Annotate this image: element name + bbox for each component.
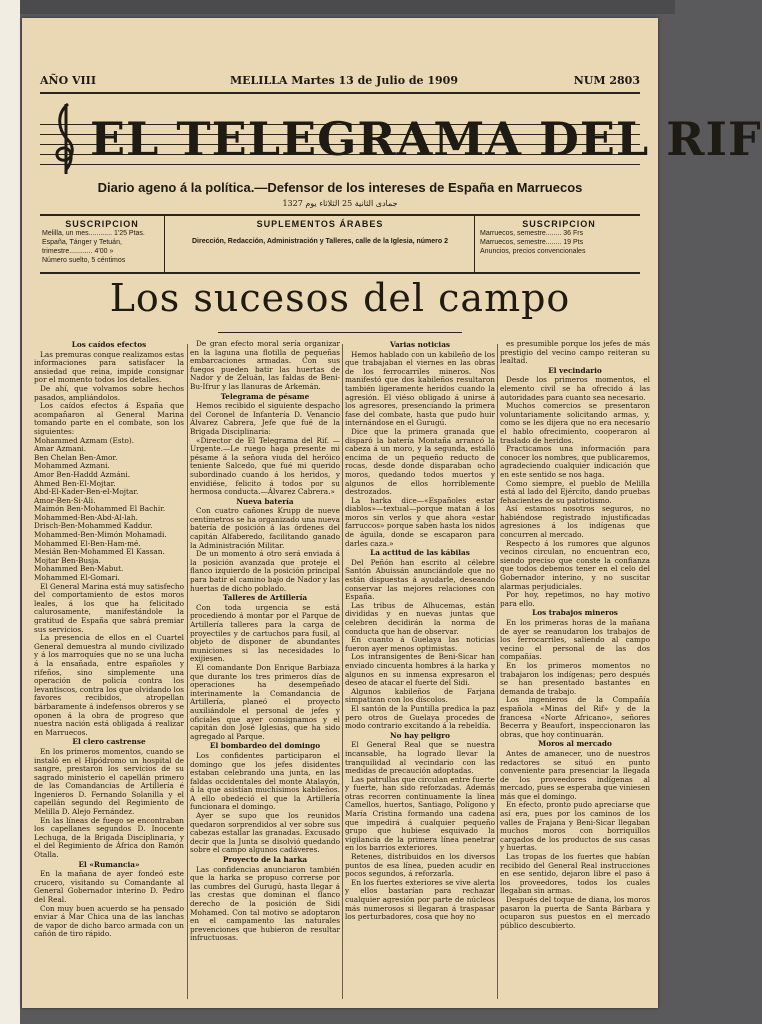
paragraph: Hemos recibido el siguiente despacho del Coronel de Infantería D. Venancio Álvarez Cabrera, Jefe que fué de la Brigada Disciplinaria:: [190, 401, 340, 436]
section-heading: El «Rumancia»: [78, 859, 140, 869]
date-label: MELILLA Martes 13 de Julio de 1909: [230, 74, 458, 87]
paragraph: El santón de la Puntilla predica la paz pero otros de Guelaya procedes de modo contrario excitando á la rebeldía.: [345, 703, 495, 731]
info-divider: [164, 216, 165, 272]
column-divider: [497, 344, 498, 999]
column-1: [34, 340, 184, 1005]
address-line: Dirección, Redacción, Administración y Talleres, calle de la Iglesia, número 2: [192, 238, 448, 245]
list-item: Drisch-Ben-Mohammed Kaddur.: [34, 521, 153, 531]
paragraph: El General Real que se nuestra incansable, ha logrado llevar la tranquilidad al vecindario con las medidas de precaución adoptadas.: [345, 740, 495, 776]
paragraph: Las tropas de los fuertes que habían recibido del General Real instrucciones en ese sentido, dejaron libre el paso á los proveedores, todos los cuales llegaban sin armas.: [500, 852, 650, 896]
paragraph: En los primeros momentos no trabajaron los indígenas; pero después se han presentado bastantes en demanda de trabajo.: [500, 660, 650, 696]
paragraph: Como siempre, el pueblo de Melilla está al lado del Ejército, dando pruebas fehacientes de su patriotismo.: [500, 478, 650, 505]
column-3: [345, 340, 495, 1005]
paragraph: Los ingenieros de la Compañía española «Minas del Rif» y de la francesa «Norte Africano», señores Becerra y Beaufort, inspeccionaron las obras, que hoy continuarán.: [500, 695, 650, 739]
paragraph: El General Marina está muy satisfecho del comportamiento de estos moros leales, á los que ha felicitado calurosamente, manifestándole la gratitud de España que sabrá premiar sus servicios.: [34, 581, 184, 634]
paragraph: Hemos hablado con un kabileño de los que trabajaban el viernes en las obras de los ferrocarriles mineros. Nos manifestó que dos kabileños resultaron también ligeramente heridos cuando la agresión. El viéso obligado á unirse á los agresores, presenciando la primera fase del combate, hasta que pudo huir internándose en el Gurugú.: [345, 349, 495, 428]
masthead: [40, 100, 762, 178]
list-item: Ahmed Ben-El-Mojtar.: [34, 478, 116, 488]
paragraph: De gran efecto moral sería organizar en la laguna una flotilla de pequeñas embarcaciones armadas. Con sus fuegos pueden batir las huertas de Nador y de Zeluán, las faldas de Beni-Bu-Ifrur y las llanuras de Arkemán.: [190, 339, 340, 391]
paragraph: En los primeros momentos, cuando se instaló en el Hipódromo un hospital de sangre, prestaron los servicios de su sagrado ministerio el capellán primero de las Comandancias de Artillería é Ingenieros D. Fernando Solanilla y el capellán segundo del Regimiento de Melilla D. Alejo Fernández.: [34, 746, 184, 817]
subscription-line: Anuncios, precios convencionales: [480, 248, 586, 255]
list-item: Mohammed Azmani.: [34, 461, 110, 471]
list-item: Mesián Ben-Mohammed El Kassan.: [34, 547, 165, 557]
paragraph: Respecto á los rumores que algunos vecinos circulan, no encuentran eco, siendo preciso que conste la confianza que todos debemos tener en el celo del Gobernador interino, y no suscitar alarmas perjudiciales.: [500, 538, 650, 591]
paragraph: De ahí, que volvamos sobre hechos pasados, ampliándolos.: [34, 383, 184, 402]
section-heading: Los trabajos mineros: [532, 608, 618, 618]
paragraph: Los confidentes participaron el domingo que los jefes disidentes estaban celebrando una junta, en las faldas occidentales del monte Atalayón, á la que asistían muchísimos kabileños. A ello obedeció el que la Artillería funcionara el domingo.: [190, 750, 340, 812]
subscription-right: [480, 220, 638, 256]
subscription-left-title: SUSCRIPCION: [65, 219, 139, 229]
paragraph: La presencia de ellos en el Cuartel General demuestra al mundo civilizado y á los marroquíes que no se una lucha á la ensañada, entre españoles y rifeños, sino simplemente una operación de policía contra los levantiscos, contra los que olvidando los favores recibidos, atropellan bárbaramente á indefensos obreros y se oponen á la obra de progreso que nuestra nación está obligada á realizar en Marruecos.: [34, 633, 184, 737]
paragraph: Muchos comercios se presentaron voluntariamente solicitando armas, y, como se les dijera que no era necesario el hablo ofrecimiento, cooperaron al traslado de heridos.: [500, 401, 650, 445]
subscription-line: Número suelto, 5 céntimos: [42, 257, 126, 264]
paragraph: Las tribus de Alhucemas, están divididas y en nuevas juntas que celebren decidirán la norma de conducta que han de observar.: [345, 600, 495, 636]
names-list: [34, 437, 184, 583]
section-heading: No hay peligro: [390, 730, 450, 740]
list-item: Amor Ben-Haddd Azmáni.: [34, 469, 131, 479]
list-item: Ben Chelan Ben-Amor.: [34, 452, 118, 462]
section-heading: Talleres de Artillería: [222, 593, 308, 603]
paragraph: En efecto, pronto pudo apreciarse que así era, pues por los caminos de los valles de Frajana y Beni-Sicar llegaban muchos moros con borriquillos cargados de los productos de sus casas y huertas.: [500, 800, 650, 853]
list-item: Mohammed-Ben-Abd-Al-lah.: [34, 512, 138, 522]
list-item: Amor-Ben-Si-Ali.: [34, 495, 96, 505]
arabic-date-line: 1327 جمادى الثانية 25 الثلاثاء يوم: [282, 199, 398, 208]
newspaper-subtitle: Diario ageno á la política.—Defensor de los intereses de España en Marruecos: [97, 180, 583, 195]
paragraph: En los fuertes exteriores se vive alerta y ellos bastarían para rechazar cualquier agresión por parte de núcleos más numerosos si llegaran á traspasar los perturbadores, cosa que hoy no: [345, 877, 495, 922]
paragraph: En cuanto á Guelaya las noticias fueron ayer menos optimistas.: [345, 635, 495, 653]
list-item: Mohammed El-Gomari.: [34, 573, 120, 583]
paragraph: Ayer se supo que los reunidos quedaron sorprendidos al ver sobre sus cabezas estallar las granadas. Excusado decir que la Junta se disolvió quedando sobre el campo algunos cadáveres.: [190, 811, 340, 855]
list-item: Amar Azmani.: [34, 444, 87, 454]
paragraph: De un momento á otro será enviada á la posición avanzada que proteje el flanco izquierdo de la posición principal para batir el camino bajo de Nador y las huertas de dicho poblado.: [190, 549, 340, 593]
paragraph: Con muy buen acuerdo se ha pensado enviar á Mar Chica una de las lanchas de vapor de dicho barco armada con un cañón de tiro rápido.: [34, 903, 184, 939]
paragraph: Con cuatro cañones Krupp de nueve centímetros se ha organizado una nueva batería de posición á las órdenes del capitán Alfaberedo, facilitando ganado la Administración Militar.: [190, 506, 341, 550]
paragraph: Del Peñón han escrito al célebre Santón Abuissán anunciándole que no están dispuestas á ayudarle, deseando conservar las mejores relaciones con España.: [345, 557, 495, 602]
paragraph: El comandante Don Enrique Barbiaza que durante los tres primeros días de operaciones ha desempeñado interinamente la Comandancia de Artillería, planeó el proyecto auxiliándole el personal de jefes y oficiales que ayer consignamos y el capitán don José Iglesias, que ha sido agregado al Parque.: [190, 662, 340, 741]
article-columns: [32, 340, 652, 1005]
paragraph: Practicamos una información para conocer los nombres, que publicaremos, agradeciendo cualquier indicación que en este sentido se nos haga.: [500, 444, 650, 479]
section-heading: El clero castrense: [72, 737, 146, 747]
section-heading: El bombardeo del domingo: [209, 741, 321, 751]
subscription-line: Melilla, un mes............ 1'25 Ptas.: [42, 230, 145, 237]
section-heading: Nueva batería: [236, 496, 294, 506]
list-item: Mojtar Ben-Busja.: [34, 555, 101, 565]
paragraph: En los primeras horas de la mañana de ayer se reanudaron los trabajos de los ferrocarriles, saliendo al campo vecino el personal de las dos compañías.: [500, 618, 650, 662]
paragraph: «Director de El Telegrama del Rif. —Urgente.—Le ruego haga presente mi pésame á la señora viuda del heróico teniente Salcedo, que fué mi querido subordinado cuando á los heridos, y envidiése, felicito á todos por su hermosa conducta.—Álvarez Cabrera.»: [190, 435, 340, 497]
paragraph: Desde los primeros momentos, el elemento civil se ha ofrecido á las autoridades para cuanto sea necesario.: [500, 375, 650, 402]
main-headline: Los sucesos del campo: [109, 276, 571, 320]
supplements-title: SUPLEMENTOS ÁRABES: [256, 219, 384, 229]
paragraph: Dice que la primera granada que disparó la batería Montaña arrancó la cabeza á un moro, y la segunda, estalló encima de un pequeño reducto de rocas, desde donde disparaban ocho moros, quedando todos muertos y algunos de ellos horriblemente destrozados.: [345, 426, 495, 497]
column-divider: [342, 344, 343, 999]
paragraph: Retenes, distribuidos en los diversos puntos de esa línea, pueden acudir en pocos segundos, á reforzarla.: [345, 852, 495, 879]
newspaper-title: EL TELEGRAMA DEL RIF: [90, 112, 762, 166]
scanner-left-strip: [0, 0, 20, 1024]
column-divider: [187, 344, 188, 999]
info-divider: [474, 216, 475, 272]
year-label: AÑO VIII: [40, 74, 96, 87]
section-heading: Telegrama de pésame: [220, 391, 310, 401]
issue-number: NUM 2803: [573, 74, 640, 87]
newspaper-page: [22, 18, 762, 1008]
list-item: Maimón Ben-Mohammed El Bachir.: [34, 504, 166, 514]
section-heading: Los caídos efectos: [71, 340, 147, 349]
subscription-line: Marruecos, semestre........ 19 Pts: [480, 239, 584, 246]
paragraph: La harka dice—«Españoles estar diablos»—textual—porque matan á los moros sin verlos y que ahora «estar farruccos» porque saben hasta los nidos de águila, donde se escaparon para darles caza.»: [345, 495, 495, 548]
list-item: Mohammed-Ben-Mimón Mohamadi.: [34, 530, 167, 540]
top-rule: [40, 92, 640, 94]
subscription-left: [42, 220, 162, 265]
paragraph: En las líneas de fuego se encontraban los capellanes segundos D. Inocente Lechuga, de la Brigada Disciplinaria, y el del Regimiento de África don Ramón Otalla.: [34, 815, 184, 860]
subscription-right-title: SUSCRIPCION: [522, 219, 596, 229]
column-2: [190, 340, 340, 1005]
paragraph: Las premuras conque realizamos estas informaciones para satisfacer la ansiedad que reina, impide consignar por el momento todos los detalles.: [34, 349, 184, 385]
paragraph: Los caídos efectos á España que acompañaron al General Marina tomando parte en el combate, son los siguientes:: [34, 401, 184, 436]
section-heading: Moros al mercado: [538, 739, 612, 749]
list-item: Abd-El-Kader-Ben-el-Mojtar.: [34, 487, 139, 497]
paragraph: Así estamos nosotros seguros, no habiéndose registrado injustificadas agresiones á los indígenas que concurren al mercado.: [500, 504, 650, 540]
paragraph: Después del toque de diana, los moros pasaron la puerta de Santa Bárbara y ocuparon sus puestos en el mercado público descubierto.: [500, 895, 650, 930]
section-heading: Proyecto de la harka: [222, 855, 308, 865]
subscription-line: España, Tánger y Tetuán, trimestre............ 4'00 »: [42, 239, 122, 255]
section-heading: El vecindario: [548, 365, 602, 375]
paragraph: es presumible porque los jefes de más prestigio del vecino campo reiteran su lealtad.: [500, 339, 650, 366]
paragraph: Por hoy, repetimos, no hay motivo para ello.: [500, 590, 650, 608]
list-item: Mohammed El-Ben-Ham-mé.: [34, 538, 141, 548]
paragraph: Algunos kabileños de Farjana simpatizan con los díscolos.: [345, 686, 495, 705]
dateline: [40, 74, 640, 92]
paragraph: En la mañana de ayer fondeó este crucero, visitando su Comandante al General Gobernador interino D. Pedro del Real.: [34, 869, 184, 904]
section-heading: Varias noticias: [389, 340, 451, 349]
paragraph: Con toda urgencia se está procediendo á montar por el Parque de Artillería talleres para la carga de proyectiles y de cartuchos para fusil, al objeto de disponer de abundantes municiones si las necesidades lo exijiesen.: [190, 602, 340, 664]
scanner-top-band: [0, 0, 675, 14]
paragraph: Las confidencias anunciaron también que la harka se propuso correrse por las cumbres del Gurugú, hasta llegar á las crestas que dominan el flanco derecho de la posición de Sidi Mohamed. Con tal motivo se adoptaron en el campamento las naturales prevenciones que hubieron de resultar infructuosas.: [190, 864, 340, 943]
supplements-block: [170, 220, 470, 246]
paragraph: Los intransigentes de Beni-Sicar han enviado cincuenta hombres á la harka y algunos en su inmensa expresaron el deseo de atacar el fuerte del Sidi.: [345, 652, 495, 688]
treble-clef-icon: [46, 100, 86, 178]
paragraph: Antes de amanecer, uno de nuestros redactores se situó en punto conveniente para presenciar la llegada de los proveedores indígenas al mercado, pues se esperaba que viniesen más que el domingo.: [500, 748, 650, 801]
headline-rule: [218, 332, 462, 333]
list-item: Mohammed Azmam (Esto).: [34, 435, 135, 445]
info-bar: [40, 214, 640, 274]
paragraph: Las patrullas que circulan entre fuerte y fuerte, han sido reforzadas. Además otras recorren continuamente la línea Camellos, huertos, Santiago, Polígono y María Cristina formando una cadena que impedirá á cualquier pequeño grupo que hubiese esquivado la vigilancia de la primera línea penetrar en los barrios exteriores.: [345, 774, 495, 853]
section-heading: La actitud de las kábilas: [370, 548, 470, 558]
column-4: [500, 340, 650, 1005]
subscription-line: Marruecos, semestre........ 36 Frs: [480, 230, 584, 237]
list-item: Mohammed Ben-Mabut.: [34, 564, 124, 574]
